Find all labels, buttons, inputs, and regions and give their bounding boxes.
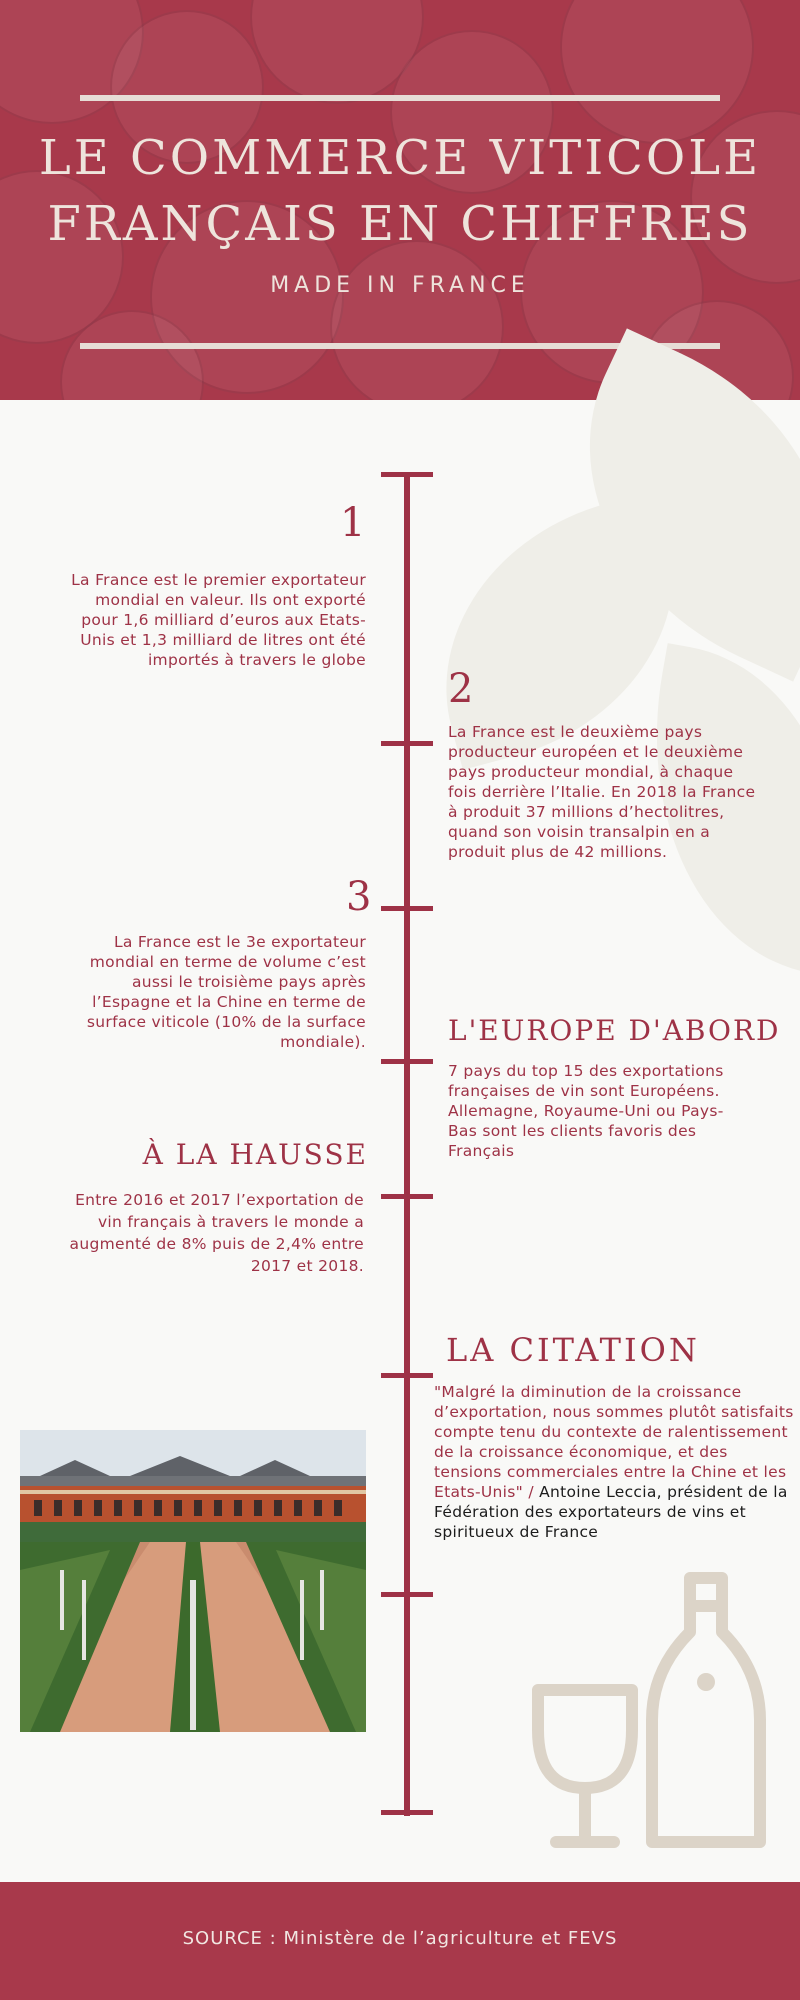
timeline-tick	[381, 1810, 433, 1815]
vineyard-photo	[20, 1430, 366, 1732]
item-number-2: 2	[448, 666, 474, 712]
item-text-3: La France est le 3e exportateur mondial en terme de volume c’est aussi le troisième pays après l’Espagne et la Chine en terme de surface viticole (10% de la surface mondiale).	[86, 933, 366, 1051]
hausse-text: Entre 2016 et 2017 l’exportation de vin français à travers le monde a augmenté de 8% puis de 2,4% entre 2017 et 2018.	[69, 1191, 364, 1275]
page-subtitle: MADE IN FRANCE	[270, 273, 530, 298]
europe-heading: L'EUROPE D'ABORD	[448, 1014, 781, 1047]
hausse-heading: À LA HAUSSE	[142, 1138, 368, 1171]
europe-text: 7 pays du top 15 des exportations françaises de vin sont Européens. Allemagne, Royaume-Uni ou Pays-Bas sont les clients favoris des Français	[448, 1062, 724, 1160]
item-number-1: 1	[340, 500, 366, 546]
page-title-line1: LE COMMERCE VITICOLE	[38, 130, 762, 186]
item-text-1: La France est le premier exportateur mondial en valeur. Ils ont exporté pour 1,6 milliard d’euros aux Etats-Unis et 1,3 milliard de litres ont été importés à travers le globe	[71, 571, 366, 669]
citation-heading: LA CITATION	[446, 1331, 700, 1369]
page-title-line2: FRANÇAIS EN CHIFFRES	[47, 196, 753, 252]
timeline-tick	[381, 741, 433, 746]
citation-quote: "Malgré la diminution de la croissance d’exportation, nous sommes plutôt satisfaits compte tenu du contexte de ralentissement de la croissance économique, et des tensions commerciales entre la Chine et les Etats-Unis" /	[434, 1383, 794, 1501]
wine-illustration	[528, 1570, 768, 1860]
header-top-rule	[80, 95, 720, 101]
source-text: SOURCE : Ministère de l’agriculture et FEVS	[182, 1928, 618, 1949]
footer	[0, 1882, 800, 2000]
timeline-tick	[381, 1059, 433, 1064]
timeline-tick	[381, 906, 433, 911]
timeline-tick	[381, 472, 433, 477]
timeline-spine	[404, 474, 410, 1816]
item-number-3: 3	[346, 874, 372, 920]
grape-decor	[560, 0, 754, 144]
wine-bottle-icon	[652, 1578, 760, 1842]
citation-text	[434, 1382, 796, 1542]
item-text-2: La France est le deuxième pays producteur européen et le deuxième pays producteur mondial, à chaque fois derrière l’Italie. En 2018 la France à produit 37 millions d’hectolitres, quand son voisin transalpin en a produit plus de 42 millions.	[448, 723, 756, 861]
citation-author: Antoine Leccia, président de la Fédération des exportateurs de vins et spiritueux de France	[434, 1483, 788, 1541]
timeline-tick	[381, 1373, 433, 1378]
timeline-tick	[381, 1194, 433, 1199]
header-banner	[0, 0, 800, 400]
grape-decor	[330, 240, 504, 400]
timeline-tick	[381, 1592, 433, 1597]
vineyard-illustration	[20, 1430, 366, 1732]
wine-glass-icon	[538, 1690, 632, 1842]
